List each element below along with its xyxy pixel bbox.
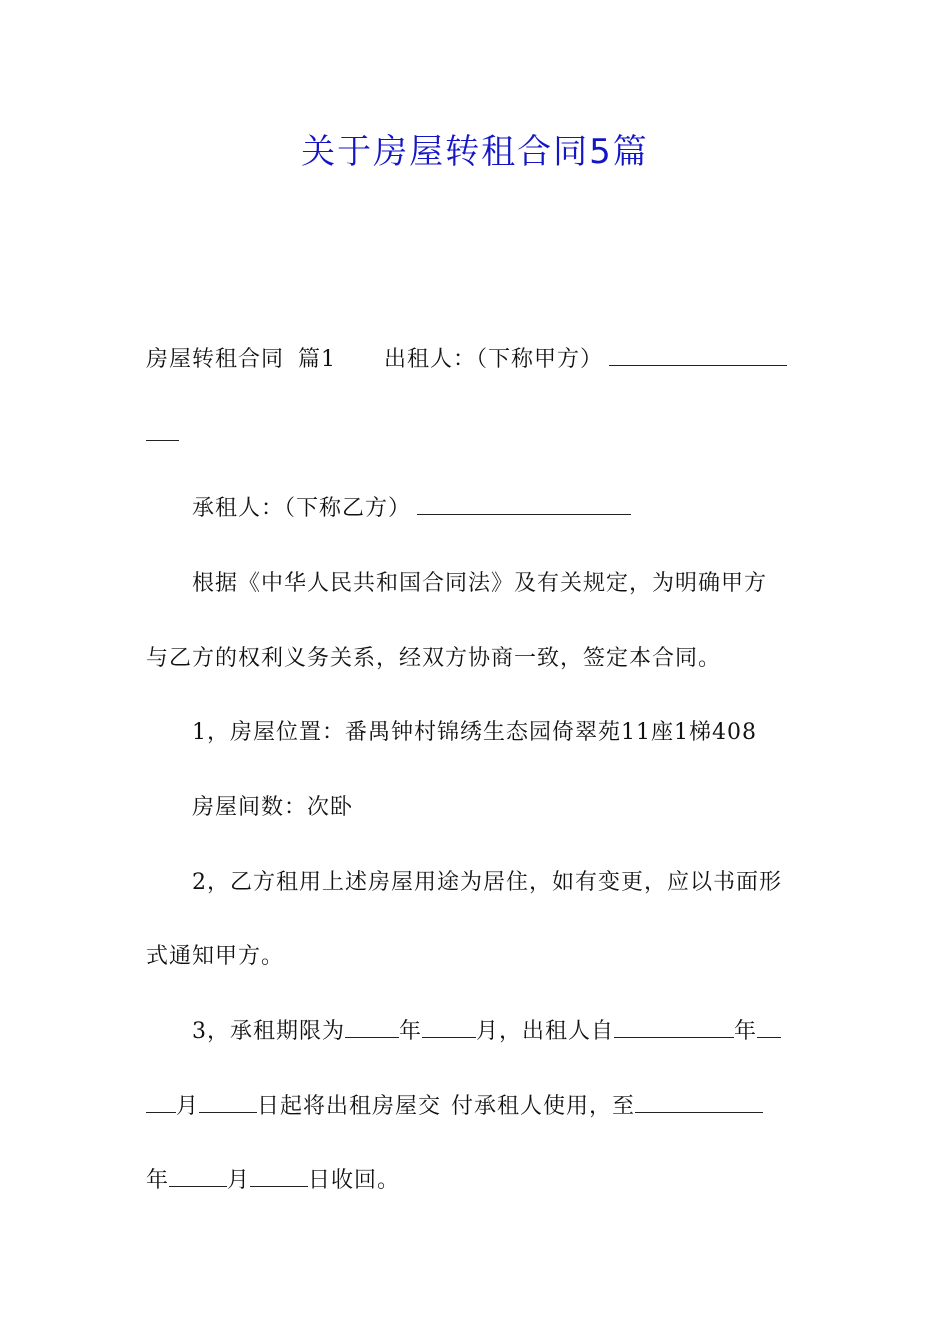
lessor-blank xyxy=(609,345,787,366)
preamble-line-2: 与乙方的权利义务关系，经双方协商一致，签定本合同。 xyxy=(146,646,722,671)
clause3-blank-4 xyxy=(757,1017,781,1038)
clause3-blank-3 xyxy=(614,1017,734,1038)
section-label: 篇1 xyxy=(298,347,337,372)
clause3-month-from: 月，出租人自 xyxy=(476,1019,615,1044)
clause3-line-2 xyxy=(146,1092,808,1122)
clause3-month3: 月 xyxy=(227,1168,251,1193)
clause3-line-1 xyxy=(192,1017,808,1047)
clause3-prefix: 3，承租期限为 xyxy=(192,1019,345,1044)
clause3-blank-1 xyxy=(345,1017,399,1038)
clause2-line-1: 2，乙方租用上述房屋用途为居住，如有变更，应以书面形 xyxy=(192,870,782,895)
clause3-month2: 月 xyxy=(176,1094,200,1119)
clause2-line-2: 式通知甲方。 xyxy=(146,944,285,969)
clause3-blank-7 xyxy=(635,1092,763,1113)
clause1-rooms: 房屋间数：次卧 xyxy=(192,795,354,820)
lessee-line xyxy=(192,494,808,524)
header-line-cont xyxy=(146,420,808,450)
clause3-blank-9 xyxy=(250,1166,308,1187)
clause3-blank-2 xyxy=(422,1017,476,1038)
clause3-year: 年 xyxy=(399,1019,423,1044)
lessee-label: 承租人：（下称乙方） xyxy=(192,496,412,521)
lessee-blank xyxy=(417,494,631,515)
clause3-blank-6 xyxy=(199,1092,257,1113)
clause3-blank-8 xyxy=(169,1166,227,1187)
header-line xyxy=(146,345,808,375)
clause3-day3: 日收回。 xyxy=(308,1168,401,1193)
document-title: 关于房屋转租合同5篇 xyxy=(301,132,649,172)
contract-label: 房屋转租合同 xyxy=(146,347,285,372)
clause3-line-3 xyxy=(146,1166,808,1196)
clause3-deliver: 付承租人使用，至 xyxy=(451,1094,636,1119)
lessor-blank-cont xyxy=(146,420,179,441)
clause1-location: 1，房屋位置：番禺钟村锦绣生态园倚翠苑11座1梯408 xyxy=(192,720,757,745)
clause3-year2: 年 xyxy=(734,1019,758,1044)
clause3-blank-5 xyxy=(146,1092,176,1113)
clause3-year3: 年 xyxy=(146,1168,170,1193)
preamble-line-1: 根据《中华人民共和国合同法》及有关规定，为明确甲方 xyxy=(192,571,768,596)
lessor-label: 出租人：（下称甲方） xyxy=(384,347,604,372)
clause3-day-text: 日起将出租房屋交 xyxy=(257,1094,442,1119)
